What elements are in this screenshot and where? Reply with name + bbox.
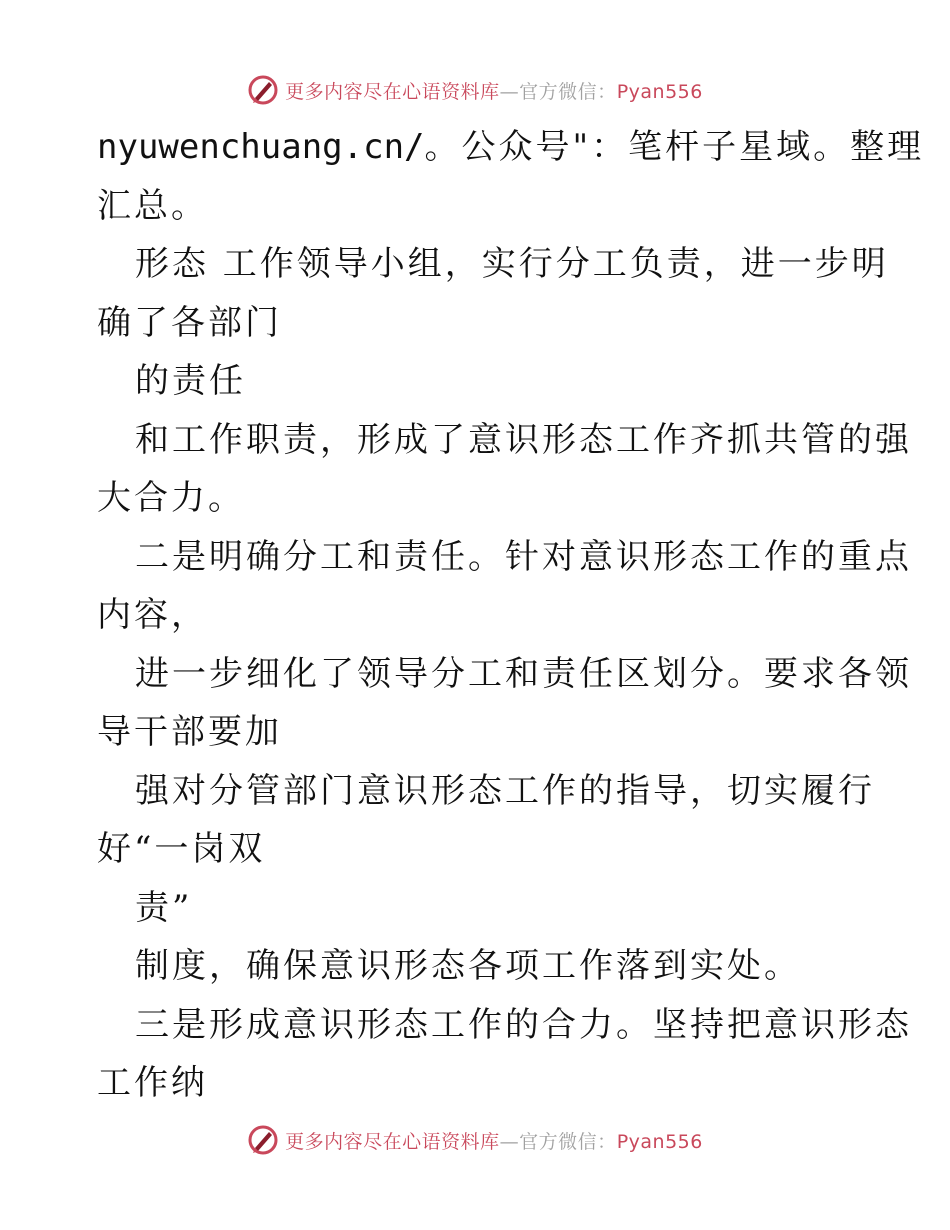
header-separator: — bbox=[499, 80, 520, 103]
document-body bbox=[97, 118, 925, 1113]
body-line-15: 制度，确保意识形态各项工作落到实处。 bbox=[135, 946, 801, 986]
footer-banner bbox=[0, 1120, 950, 1160]
body-line-7: 大合力。 bbox=[97, 478, 245, 518]
body-line-1-text: 。公众号"：笔杆子星域。整理 bbox=[424, 127, 925, 167]
body-line-1-url: nyuwenchuang.cn/ bbox=[97, 127, 425, 167]
body-line-10: 进一步细化了领导分工和责任区划分。要求各领 bbox=[135, 653, 912, 694]
footer-wechat-label: 官方微信： bbox=[519, 1130, 617, 1153]
body-line-11: 导干部要加 bbox=[97, 712, 282, 752]
body-line-13: 好“一岗双 bbox=[97, 829, 266, 869]
body-line-8: 二是明确分工和责任。针对意识形态工作的重点 bbox=[135, 536, 912, 577]
body-line-3: 形态 工作领导小组，实行分工负责，进一步明 bbox=[135, 244, 889, 284]
pen-logo-icon bbox=[247, 74, 279, 106]
body-line-4: 确了各部门 bbox=[97, 302, 282, 343]
body-line-12: 强对分管部门意识形态工作的指导，切实履行 bbox=[135, 770, 875, 811]
body-line-5: 的责任 bbox=[135, 361, 246, 401]
body-line-16: 三是形成意识形态工作的合力。坚持把意识形态 bbox=[135, 1004, 912, 1045]
header-wechat-label: 官方微信： bbox=[519, 80, 617, 103]
header-site-name: 更多内容尽在心语资料库 bbox=[285, 80, 500, 103]
footer-site-name: 更多内容尽在心语资料库 bbox=[285, 1130, 500, 1153]
header-wechat-id: Pyan556 bbox=[616, 80, 703, 103]
body-line-1 bbox=[97, 118, 925, 177]
body-line-17: 工作纳 bbox=[97, 1063, 208, 1103]
footer-wechat-id: Pyan556 bbox=[616, 1130, 703, 1153]
body-line-9: 内容， bbox=[97, 595, 208, 635]
header-banner bbox=[0, 70, 950, 110]
body-line-14: 责” bbox=[135, 887, 193, 928]
footer-separator: — bbox=[499, 1130, 520, 1153]
pen-logo-icon bbox=[247, 1124, 279, 1156]
body-line-2: 汇总。 bbox=[97, 185, 208, 226]
body-line-6: 和工作职责，形成了意识形态工作齐抓共管的强 bbox=[135, 419, 912, 460]
header-banner-text bbox=[285, 77, 703, 104]
footer-banner-text bbox=[285, 1127, 703, 1154]
